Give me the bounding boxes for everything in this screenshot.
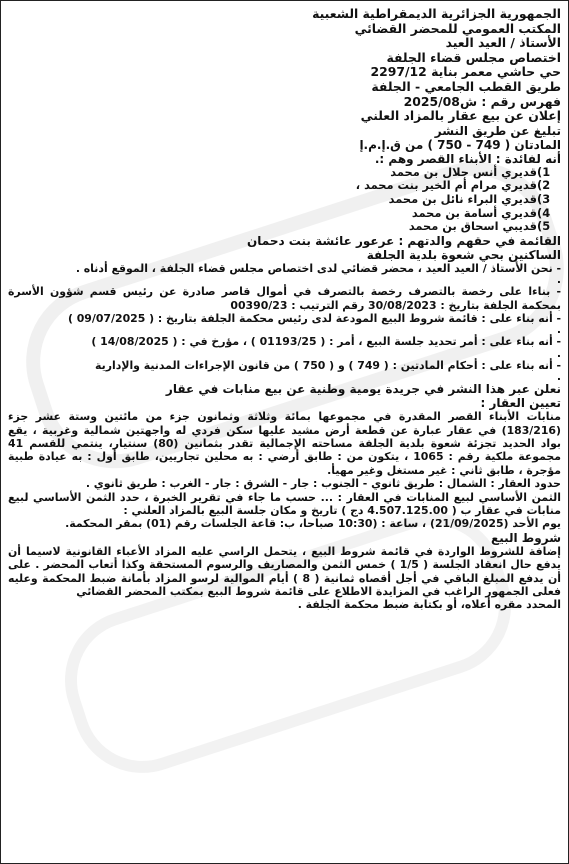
sale-conditions: إضافة للشروط الواردة في قائمة شروط البيع ، يتحمل الراسي عليه المزاد الأعباء القانونية لاسيما أن يدفع حال انعقاد الجلسة ( 1/5 ) خمس الثمن والمصاريف والرسوم المستحقة وكذا أتعاب المحضر . على أن يدفع المبلغ الباقي في أجل أقصاه ثمانية ( 8 ) أيام الموالية لرسو المزاد بأمانة ضبط المحكمة وعليه فعلى الجمهور الراغب في المزايدة الاطلاع على قائمة شروط البيع بمكتب المحضر القضائي (8, 544, 561, 599)
paragraph-bailiff: - نحن الأستاذ / العيد العيد ، محضر قضائي لدى اختصاص مجلس قضاء الجلفة ، الموقع أدناه . (75, 261, 561, 275)
paragraph-session-order: - أنه بناء على : أمر تحديد جلسة البيع ، أمر : ( 01193/25 ) ، مؤرخ في : ( 14/08/2025 ) (91, 335, 561, 349)
party-item: 5) قديبي اسحاق بن محمد (408, 219, 551, 234)
guardian: القائمة في حقهم والدتهم : عرعور عائشة بنت دحمان (247, 233, 561, 248)
conditions-title: شروط البيع (491, 530, 561, 545)
separator-dash: . (556, 370, 561, 384)
notice-title: إعلان عن بيع عقار بالمزاد العلني (360, 108, 561, 124)
property-designation: منابات الأبناء القصر المقدرة في مجموعها بمائة وثلاثة وثمانون جزء من مائتين وستة عشر جزء (183/216) في عقار عبارة عن قطعة أرض مشيد عليها سكن فردي له واجهتين شمالية وغربية ، يقع بواد الحديد تجزئة شعوة بلدية الجلفة مساحته الإجمالية تقدر بثمانين (80) سنتيار، ينتمي للقسم 41 مجموعة ملكية رقم : 1065 ، يتكون من : طابق أرضي : به محلين تجاريين، طابق أول : به عيادة طبية مؤجرة ، طابق ثاني : غير مستغل وغير مهيأ. (8, 410, 562, 477)
header-bailiff: الأستاذ / العيد العيد (445, 35, 561, 51)
paragraph-authorization: - بناءا على رخصة بالتصرف رخصة بالتصرف في أموال قاصر صادرة عن رئيس قسم شؤون الأسرة بمحكمة الجلفة بتاريخ : 30/08/2023 رقم الترتيب : 00390/23 (8, 285, 561, 312)
paragraph-articles: - أنه بناء على : أحكام المادتين : ( 749 ) و ( 750 ) من قانون الإجراءات المدنية والإدارية (95, 358, 561, 372)
designation-title: تعيين العقار : (480, 396, 561, 411)
property-boundaries: حدود العقار : الشمال : طريق ثانوي - الجنوب : جار - الشرق : جار - الغرب : طريق ثانوي . (85, 477, 561, 491)
header-jurisdiction: اختصاص مجلس قضاء الجلفة (386, 49, 561, 65)
residence: الساكنين بحي شعوة بلدية الجلفة (366, 247, 561, 262)
separator-dash: . (556, 273, 561, 287)
header-republic: الجمهورية الجزائرية الديمقراطية الشعبية (312, 6, 561, 21)
legal-articles: المادتان ( 749 - 750 ) من ق.إ.م.إ (359, 137, 561, 152)
closing-line: المحدد مقره أعلاه، أو بكتابة ضبط محكمة الجلفة . (297, 598, 561, 612)
party-item: 4) قديري أسامة بن محمد (411, 205, 551, 220)
sale-announcement: نعلن عبر هذا النشر في جريدة يومية وطنية عن بيع منابات في عقار (165, 382, 561, 397)
party-item: 2) قديري مرام أم الخير بنت محمد ، (355, 178, 551, 193)
session-date: يوم الأحد (21/09/2025) ، ساعة : (10:30 صباحا، ب: قاعة الجلسات رقم (01) بمقر المحكمة. (65, 517, 561, 531)
index-number: فهرس رقم : ش2025/08 (403, 93, 561, 109)
base-price: الثمن الأساسي لبيع المنابات في العقار : ... حسب ما جاء في تقرير الخبرة ، حدد الثمن الأساسي لبيع منابات في عقار ب ( 4.507.125.00 دج ) تاريخ و مكان جلسة البيع بالمزاد العلني : (8, 490, 561, 517)
party-item: 1) قديري أنس جلال بن محمد (390, 164, 551, 179)
separator-dash: . (556, 346, 561, 360)
party-item: 3) قديري البراء نائل بن محمد (388, 191, 551, 206)
header-address-2: طريق القطب الجامعي - الجلفة (371, 78, 561, 94)
header-office: المكتب العمومي للمحضر القضائي (354, 20, 561, 36)
header-address-1: حي حاشي معمر بناية 2297/12 (370, 64, 561, 80)
notice-subtitle: تبليغ عن طريق النشر (434, 123, 561, 138)
separator-dash: . (556, 323, 561, 337)
paragraph-conditions-list: - أنه بناء على : قائمة شروط البيع المودعة لدى رئيس محكمة الجلفة بتاريخ : ( 09/07/2025 ) (67, 311, 561, 325)
beneficiaries-intro: أنه لفائدة : الأبناء القصر وهم :. (374, 151, 561, 166)
